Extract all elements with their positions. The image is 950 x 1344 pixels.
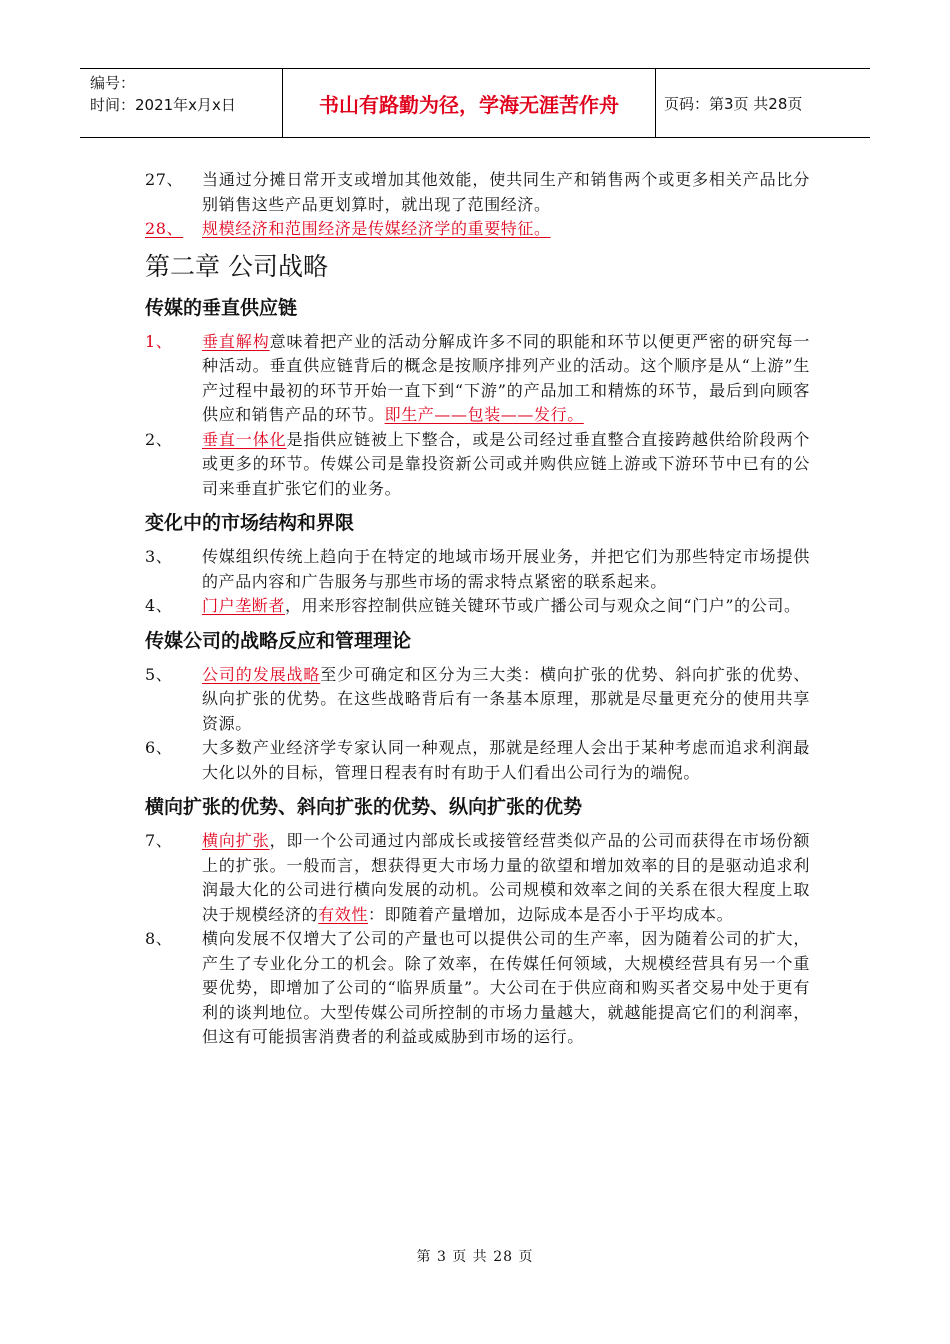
highlighted-text: 规模经济和范围经济是传媒经济学的重要特征。 (202, 219, 551, 238)
item-number: 28、 (145, 219, 184, 238)
item-body: ，用来形容控制供应链关键环节或广播公司与观众之间“门户”的公司。 (285, 596, 801, 615)
list-item (145, 736, 810, 785)
item-number: 27、 (145, 170, 184, 189)
item-text (202, 428, 810, 502)
item-text (202, 663, 810, 737)
item-text (202, 217, 810, 242)
list-item (145, 217, 810, 242)
chapter-title: 第二章 公司战略 (145, 251, 328, 281)
item-body: ：即随着产量增加，边际成本是否小于平均成本。 (368, 904, 734, 924)
item-number: 4、 (145, 596, 173, 615)
list-item (145, 428, 810, 502)
item-number: 3、 (145, 547, 173, 566)
header-page-info: 页码：第3页 共28页 (664, 94, 803, 113)
section-title: 变化中的市场结构和界限 (145, 512, 355, 534)
list-item (145, 927, 810, 1050)
item-number: 7、 (145, 831, 173, 850)
item-body: ，即一个公司通过内部成长或接管经营类似产品的公司而获得在市场份额上的扩张。一般而言，想获得更大市场力量的欲望和增加效率的目的是驱动追求利润最大化的公司进行横向发展的动机。公司规模和效率之间的关系在很大程度上取决于规模经济的 (202, 831, 810, 924)
list-item (145, 330, 810, 428)
list-item (145, 168, 810, 217)
page-header (80, 68, 870, 138)
item-text (202, 330, 810, 428)
header-meta (80, 69, 282, 137)
list-item (145, 594, 810, 619)
item-body: 是指供应链被上下整合，或是公司经过垂直整合直接跨越供给阶段两个或更多的环节。传媒公司是靠投资新公司或并购供应链上游或下游环节中已有的公司来垂直扩张它们的业务。 (202, 429, 810, 498)
item-text (202, 829, 810, 927)
key-term: 即生产——包装——发行。 (384, 405, 584, 424)
item-number: 2、 (145, 429, 173, 449)
list-item (145, 829, 810, 927)
list-item (145, 545, 810, 594)
item-number: 5、 (145, 664, 173, 684)
item-text: 横向发展不仅增大了公司的产量也可以提供公司的生产率，因为随着公司的扩大，产生了专业化分工的机会。除了效率，在传媒任何领域，大规模经营具有另一个重要优势，即增加了公司的“临界质量”。大公司在于供应商和购买者交易中处于更有利的谈判地位。大型传媒公司所控制的市场力量越大，就越能提高它们的利润率，但这有可能损害消费者的利益或威胁到市场的运行。 (202, 929, 810, 1046)
document-body (145, 168, 810, 1050)
item-text: 大多数产业经济学专家认同一种观点，那就是经理人会出于某种考虑而追求利润最大化以外的目标，管理日程表有时有助于人们看出公司行为的端倪。 (202, 738, 810, 782)
key-term: 门户垄断者 (202, 596, 286, 615)
key-term: 垂直解构 (202, 331, 270, 351)
item-number: 1、 (145, 331, 173, 351)
item-number: 6、 (145, 738, 173, 757)
list-item (145, 663, 810, 737)
key-term: 有效性 (318, 904, 369, 924)
section-title: 传媒的垂直供应链 (145, 296, 298, 319)
page-footer: 第 3 页 共 28 页 (416, 1249, 534, 1265)
time-label: 时间：2021年x月x日 (90, 96, 236, 114)
key-term: 公司的发展战略 (202, 664, 321, 684)
item-text: 当通过分摊日常开支或增加其他效能，使共同生产和销售两个或更多相关产品比分别销售这些产品更划算时，就出现了范围经济。 (202, 170, 810, 214)
item-text (202, 594, 810, 619)
item-body: 至少可确定和区分为三大类：横向扩张的优势、斜向扩张的优势、纵向扩张的优势。在这些战略背后有一条基本原理，那就是尽量更充分的使用共享资源。 (202, 664, 810, 733)
section-title: 传媒公司的战略反应和管理理论 (145, 629, 412, 652)
item-number: 8、 (145, 929, 173, 948)
header-motto: 书山有路勤为径，学海无涯苦作舟 (282, 69, 656, 137)
key-term: 垂直一体化 (202, 429, 287, 449)
section-title: 横向扩张的优势、斜向扩张的优势、纵向扩张的优势 (145, 796, 583, 818)
item-body: 意味着把产业的活动分解成许多不同的职能和环节以便更严密的研究每一种活动。垂直供应链背后的概念是按顺序排列产业的活动。这个顺序是从“上游”生产过程中最初的环节开始一直下到“下游”的产品加工和精炼的环节，最后到向顾客供应和销售产品的环节。 (202, 331, 810, 424)
number-label: 编号： (90, 74, 136, 92)
key-term: 横向扩张 (202, 831, 270, 850)
item-text: 传媒组织传统上趋向于在特定的地域市场开展业务，并把它们为那些特定市场提供的产品内容和广告服务与那些市场的需求特点紧密的联系起来。 (202, 547, 810, 591)
